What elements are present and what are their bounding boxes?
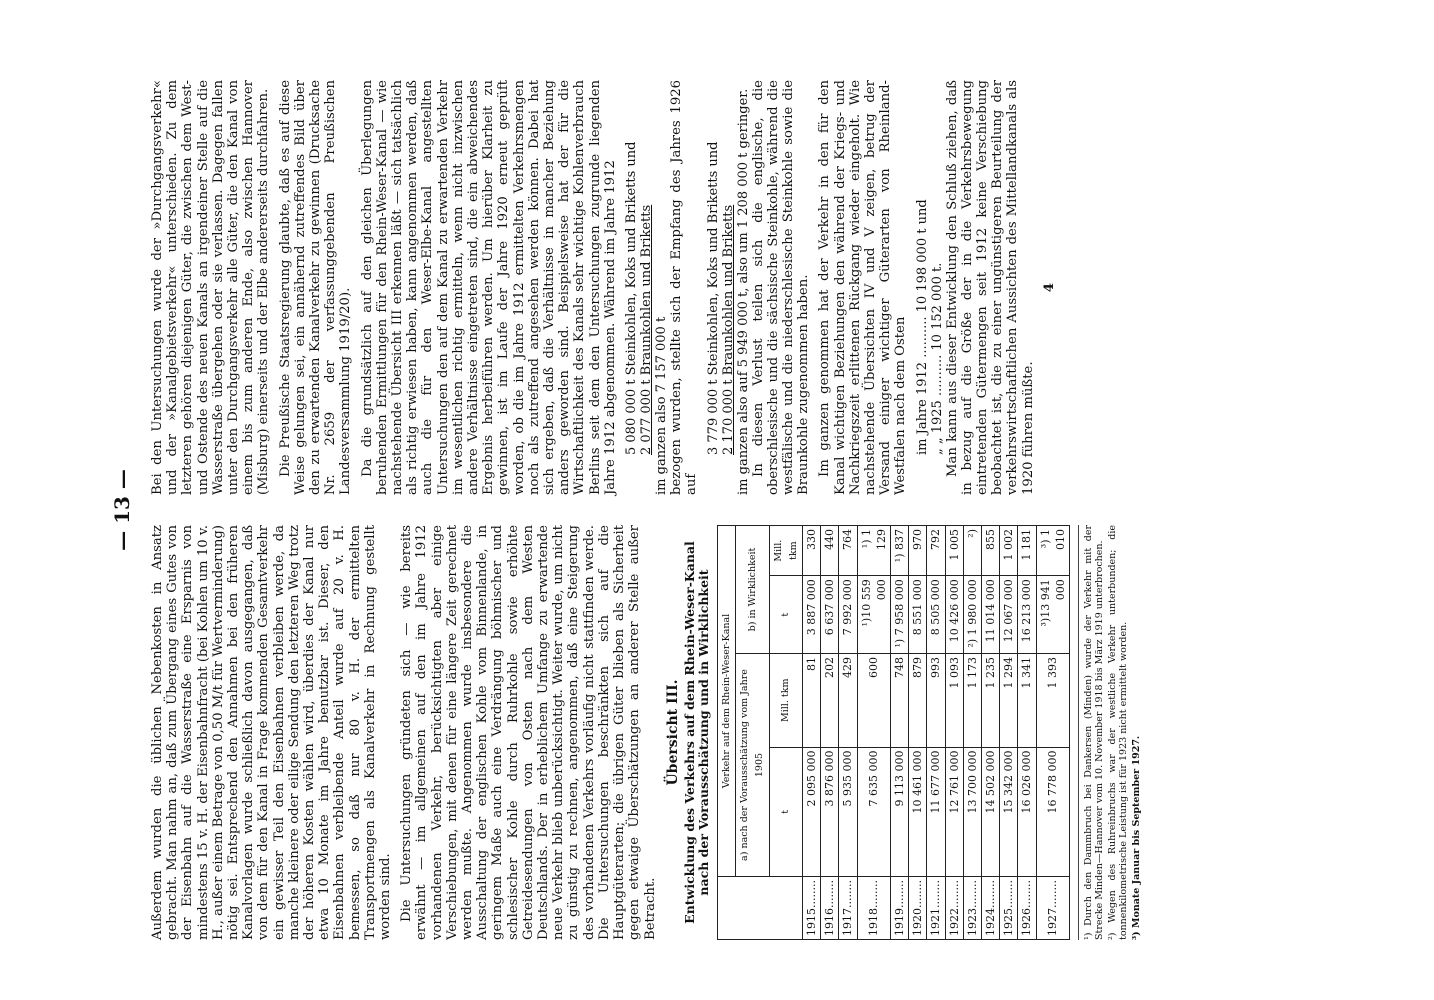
sum-line: „ „ 1925 .......... 10 152 000 t.: [929, 262, 945, 455]
table-cell-year: 1924........: [981, 877, 999, 940]
table-cell-a-tkm: 202: [821, 654, 839, 748]
table-cell-a-t: 16 778 000: [1036, 747, 1069, 877]
traffic-table: [717, 525, 1070, 940]
table-cell-b-t: ³)13 941 000: [1036, 576, 1069, 654]
table-cell-b-t: 16 213 000: [1018, 576, 1036, 654]
table-row: [1000, 526, 1018, 940]
table-cell-year: 1926........: [1018, 877, 1036, 940]
table-row: [927, 526, 945, 940]
year-header: [717, 877, 802, 940]
sum-total: im ganzen also 7 157 000 t: [654, 316, 670, 495]
paragraph: Die Untersuchungen gründeten sich — wie bereits erwähnt — im allgemeinen auf den im Jahre 1912 vorhandenen Verkehr, berücksichtigten aber einige Verschiebungen, mit denen für eine längere Zeit gerechnet werden mußte. Angenommen wurde insbesondere die Ausschaltung der englischen Kohle vom Binnenlande, in geringem Maße auch eine Verdrängung böhmischer und schlesischer Kohle durch Ruhrkohle sowie erhöhte Getreidesendungen von Osten nach dem Westen Deutschlands. Der in erheblichem Umfange zu erwartende neue Verkehr blieb unberücksichtigt. Weiter wurde, um nicht zu günstig zu rechnen, angenommen, daß eine Steigerung des vorhandenen Verkehrs vorläufig nicht stattfinden werde. Die Untersuchungen beschränkten sich auf die Hauptgüterarten; die übrigen Güter blieben als Sicherheit gegen etwaige Überschätzungen an anderer Stelle außer Betracht.: [399, 525, 658, 940]
table-cell-a-t: 12 761 000: [945, 747, 963, 877]
table-cell-a-tkm: 429: [839, 654, 857, 748]
table-row: [963, 526, 981, 940]
tkm-header: Mill. tkm: [769, 654, 802, 748]
sum-line: 5 080 000 t Steinkohlen, Koks und Briketts und: [624, 141, 640, 455]
sum-line: im Jahre 1912 .......... 10 198 000 t und: [914, 199, 930, 455]
footnotes: [1078, 525, 1142, 940]
table-cell-a-tkm: 1 235: [981, 654, 999, 748]
paragraph: Die Preußische Staatsregierung glaubte, daß es auf diese Weise gelungen sei, ein annähernd zutreffendes Bild über den zu erwartenden Kanalverkehr zu gewinnen (Drucksache Nr. 2659 der verfassunggebenden Preußischen Landesversammlung 1919/20).: [277, 80, 354, 495]
summary-versand: [915, 80, 945, 495]
estimate-header: a) nach der Vorausschätzung vom Jahre 1905: [736, 654, 769, 877]
table-cell-year: 1916........: [821, 877, 839, 940]
table-cell-a-t: 15 342 000: [1000, 747, 1018, 877]
table-cell-b-tkm: ³) 1 010: [1036, 526, 1069, 576]
table-cell-a-tkm: 600: [857, 654, 890, 748]
table-cell-a-t: 7 635 000: [857, 747, 890, 877]
left-column: [150, 525, 1144, 940]
table-subtitle: Entwicklung des Verkehrs auf dem Rhein-Weser-Kanal nach der Vorausschätzung und in Wirklichkeit: [681, 541, 711, 924]
table-row: [1036, 526, 1069, 940]
table-cell-year: 1923........: [963, 877, 981, 940]
table-cell-a-tkm: 1 341: [1018, 654, 1036, 748]
table-cell-year: 1927........: [1036, 877, 1069, 940]
table-title: Übersicht III.: [664, 679, 681, 786]
table-cell-a-tkm: 748: [890, 654, 908, 748]
table-main-header: Verkehr auf dem Rhein-Weser-Kanal: [717, 526, 735, 877]
table-cell-year: 1917........: [839, 877, 857, 940]
table-cell-b-tkm: ²): [963, 526, 981, 576]
table-cell-b-t: ¹) 7 958 000: [890, 576, 908, 654]
table-cell-b-t: ¹)10 559 000: [857, 576, 890, 654]
table-row: [981, 526, 999, 940]
table-cell-a-t: 14 502 000: [981, 747, 999, 877]
paragraph: bezogen wurden, stellte sich der Empfang des Jahres 1926 auf: [669, 80, 700, 495]
right-column: [150, 80, 1057, 495]
table-cell-b-tkm: 1 005: [945, 526, 963, 576]
dfg-sidebar: [1408, 0, 1434, 1000]
table-cell-a-t: 10 461 000: [909, 747, 927, 877]
paragraph: Im ganzen genommen hat der Verkehr in den für den Kanal wichtigen Beziehungen den während der Kriegs- und Nachkriegszeit erlittenen Rückgang wieder eingeholt. Wie nachstehende Übersichten IV und V zeigen, betrug der Versand einiger wichtiger Güterarten von Rheinland-Westfalen nach dem Osten: [817, 80, 909, 495]
table-cell-a-tkm: 879: [909, 654, 927, 748]
table-cell-b-t: 6 637 000: [821, 576, 839, 654]
table-cell-year: 1918........: [857, 877, 890, 940]
table-cell-b-t: 11 014 000: [981, 576, 999, 654]
table-cell-b-tkm: ¹) 837: [890, 526, 908, 576]
table-cell-b-t: 12 067 000: [1000, 576, 1018, 654]
table-cell-year: 1920........: [909, 877, 927, 940]
paragraph: In diesen Verlust teilen sich die englische, die oberschlesische und die sächsische Steinkohle, während die westfälische und die niederschlesische Steinkohle sowie die Braunkohle zugenommen haben.: [750, 80, 812, 495]
sum-total: im ganzen also auf 5 949 000 t, also um 1 208 000 t geringer.: [735, 88, 751, 495]
table-cell-a-t: 11 677 000: [927, 747, 945, 877]
actual-header: b) in Wirklichkeit: [736, 526, 769, 654]
table-cell-b-tkm: 764: [839, 526, 857, 576]
table-cell-b-tkm: 1 181: [1018, 526, 1036, 576]
table-cell-year: 1921........: [927, 877, 945, 940]
page-number: — 13 —: [110, 469, 134, 551]
table-cell-a-tkm: 1 393: [1036, 654, 1069, 748]
table-cell-year: 1919........: [890, 877, 908, 940]
tkm-header: Mill. tkm: [769, 526, 802, 576]
table-cell-a-t: 9 113 000: [890, 747, 908, 877]
table-row: [839, 526, 857, 940]
paragraph: Bei den Untersuchungen wurde der »Durchgangsverkehr« und der »Kanalgebietsverkehr« unterschieden. Zu dem letzteren gehören diejenigen Güter, die zwischen dem West- und Ostende des neuen Kanals an irgendeiner Stelle auf die Wasserstraße übergehen oder sie verlassen. Dagegen fallen unter den Durchgangsverkehr alle Güter, die den Kanal von einem bis zum anderen Ende, also zwischen Hannover (Misburg) einerseits und der Elbe andererseits durchfahren.: [150, 80, 272, 495]
table-cell-a-t: 2 095 000: [802, 747, 820, 877]
table-cell-a-tkm: 1 173: [963, 654, 981, 748]
table-cell-b-tkm: 792: [927, 526, 945, 576]
footnote: ¹) Durch den Dammbruch bei Dankersen (Minden) wurde der Verkehr mit der Strecke Minden—Hannover vom 10. November 1918 bis März 1919 unterbrochen.: [1082, 525, 1105, 940]
table-cell-a-tkm: 1 294: [1000, 654, 1018, 748]
table-row: [890, 526, 908, 940]
table-cell-year: 1915........: [802, 877, 820, 940]
table-cell-b-t: 3 887 000: [802, 576, 820, 654]
footnote: ²) Wegen des Ruhreinbruchs war der westliche Verkehr unterbunden; die tonnenkilometrische Leistung ist für 1923 nicht ermittelt worden.: [1106, 525, 1129, 940]
table-cell-b-t: 8 551 000: [909, 576, 927, 654]
tons-header: t: [769, 747, 802, 877]
table-cell-a-t: 13 700 000: [963, 747, 981, 877]
footnote: ³) Monate Januar bis September 1927.: [1130, 735, 1142, 940]
table-cell-a-t: 3 876 000: [821, 747, 839, 877]
table-cell-a-t: 5 935 000: [839, 747, 857, 877]
table-cell-b-tkm: 855: [981, 526, 999, 576]
paragraph: Man kann aus dieser Entwicklung den Schluß ziehen, daß in bezug auf die Größe der in die Verkehrsbewegung eintretenden Gütermengen seit 1912 keine Verschiebung beobachtet ist, die zu einer ungünstigeren Beurteilung der verkehrswirtschaftlichen Aussichten des Mittellandkanals als 1920 führen müßte.: [944, 80, 1036, 495]
paragraph: Außerdem wurden die üblichen Nebenkosten in Ansatz gebracht. Man nahm an, daß zum Übergang eines Gutes von der Eisenbahn auf die Wasserstraße eine Ersparnis von mindestens 15 v. H. der Eisenbahnfracht (bei Kohlen um 10 v. H., außer einem Betrage von 0,50 M/t für Wertverminderung) nötig sei. Entsprechend den Annahmen bei den früheren Kanalvorlagen wurde schließlich davon ausgegangen, daß von dem für den Kanal in Frage kommenden Gesamtverkehr ein gewisser Teil den Eisenbahnen verbleiben werde, da manche kleinere oder eilige Sendung den letzteren Weg trotz der höheren Kosten wählen wird, überdies der Kanal nur etwa 10 Monate im Jahre benutzbar ist. Dieser, den Eisenbahnen verbleibende Anteil wurde auf 20 v. H. bemessen, so daß nur 80 v. H. der ermittelten Transportmengen als Kanalverkehr in Rechnung gestellt worden sind.: [150, 525, 394, 940]
document-page: [110, 80, 1310, 940]
table-cell-a-t: 16 026 000: [1018, 747, 1036, 877]
table-cell-b-tkm: 970: [909, 526, 927, 576]
summary-1926: [706, 80, 751, 495]
table-row: [945, 526, 963, 940]
table-row: [1018, 526, 1036, 940]
sum-line: 2 170 000 t Braunkohlen und Briketts: [720, 204, 736, 455]
table-row: [802, 526, 820, 940]
table-cell-b-t: 7 992 000: [839, 576, 857, 654]
table-cell-a-tkm: 1 093: [945, 654, 963, 748]
table-cell-b-tkm: 330: [802, 526, 820, 576]
table-cell-b-tkm: ¹) 1 129: [857, 526, 890, 576]
tons-header: t: [769, 576, 802, 654]
table-row: [909, 526, 927, 940]
table-cell-b-t: 8 505 000: [927, 576, 945, 654]
table-row: [821, 526, 839, 940]
table-cell-a-tkm: 81: [802, 654, 820, 748]
table-cell-year: 1922........: [945, 877, 963, 940]
sum-line: 3 779 000 t Steinkohlen, Koks und Briketts und: [705, 141, 721, 455]
table-cell-year: 1925........: [1000, 877, 1018, 940]
table-cell-b-tkm: 440: [821, 526, 839, 576]
paragraph: Da die grundsätzlich auf den gleichen Überlegungen beruhenden Ermittlungen für den Rhein-Weser-Kanal — wie nachstehende Übersicht III erkennen läßt — sich tatsächlich als richtig erwiesen haben, kann angenommen werden, daß auch die für den Weser-Elbe-Kanal angestellten Untersuchungen den auf dem Kanal zu erwartenden Verkehr im wesentlichen richtig ermitteln, wenn nicht inzwischen andere Verhältnisse eingetreten sind, die ein abweichendes Ergebnis herbeiführen werden. Um hierüber Klarheit zu gewinnen, ist im Laufe der Jahre 1920 erneut geprüft worden, ob die im Jahre 1912 ermittelten Verkehrsmengen noch als zutreffend angesehen werden können. Dabei hat sich ergeben, daß die Verhältnisse in mancher Beziehung anders geworden sind. Beispielsweise hat der für die Wirtschaftlichkeit des Kanals sehr wichtige Kohlenverbrauch Berlins seit dem den Untersuchungen zugrunde liegenden Jahre 1912 abgenommen. Während im Jahre 1912: [359, 80, 618, 495]
table-cell-b-t: 10 426 000: [945, 576, 963, 654]
table-cell-b-t: ²) 1 980 000: [963, 576, 981, 654]
sum-line: 2 077 000 t Braunkohlen und Briketts: [639, 204, 655, 455]
table-cell-a-tkm: 993: [927, 654, 945, 748]
page-signature: 4: [1041, 282, 1057, 293]
table-cell-b-tkm: 1 002: [1000, 526, 1018, 576]
table-row: [857, 526, 890, 940]
summary-1912: [624, 80, 669, 495]
